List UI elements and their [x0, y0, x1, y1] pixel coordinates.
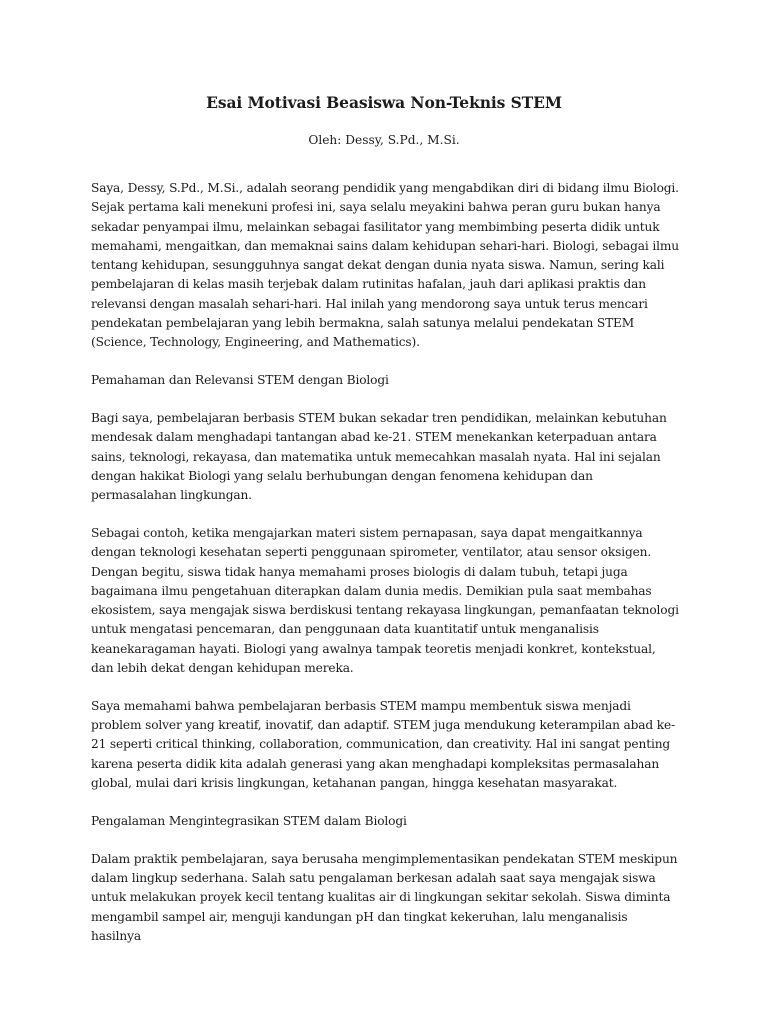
section-heading-pengalaman: Pengalaman Mengintegrasikan STEM dalam Biologi [91, 813, 407, 828]
paragraph-praktik: Dalam praktik pembelajaran, saya berusaha mengimplementasikan pendekatan STEM meskipun dalam lingkup sederhana. Salah satu pengalaman berkesan adalah saat saya mengajak siswa untuk melakukan proyek kecil tentang kualitas air di lingkungan sekitar sekolah. Siswa diminta mengambil sampel air, menguji kandungan pH dan tingkat kekeruhan, lalu menganalisis hasilnya [91, 851, 678, 943]
paragraph-intro: Saya, Dessy, S.Pd., M.Si., adalah seorang pendidik yang mengabdikan diri di bidang ilmu Biologi. Sejak pertama kali menekuni profesi ini, saya selalu meyakini bahwa peran guru bukan hanya sekadar penyampai ilmu, melainkan sebagai fasilitator yang membimbing peserta didik untuk memahami, mengaitkan, dan memaknai sains dalam kehidupan sehari-hari. Biologi, sebagai ilmu tentang kehidupan, sesungguhnya sangat dekat dengan dunia nyata siswa. Namun, sering kali pembelajaran di kelas masih terjebak dalam rutinitas hafalan, jauh dari aplikasi praktis dan relevansi dengan masalah sehari-hari. Hal inilah yang mendorong saya untuk terus mencari pendekatan pembelajaran yang lebih bermakna, salah satunya melalui pendekatan STEM (Science, Technology, Engineering, and Mathematics). [91, 181, 679, 350]
paragraph-stem-kebutuhan: Bagi saya, pembelajaran berbasis STEM bukan sekadar tren pendidikan, melainkan kebutuhan mendesak dalam menghadapi tantangan abad ke-21. STEM menekankan keterpaduan antara sains, teknologi, rekayasa, dan matematika untuk memecahkan masalah nyata. Hal ini sejalan dengan hakikat Biologi yang selalu berhubungan dengan fenomena kehidupan dan permasalahan lingkungan. [91, 410, 667, 503]
section-heading-relevansi: Pemahaman dan Relevansi STEM dengan Biologi [91, 373, 389, 388]
paragraph-problem-solver: Saya memahami bahwa pembelajaran berbasis STEM mampu membentuk siswa menjadi problem solver yang kreatif, inovatif, dan adaptif. STEM juga mendukung keterampilan abad ke-21 seperti critical thinking, collaboration, communication, dan creativity. Hal ini sangat penting karena peserta didik kita adalah generasi yang akan menghadapi kompleksitas permasalahan global, mulai dari krisis lingkungan, ketahanan pangan, hingga kesehatan masyarakat. [91, 698, 676, 791]
document-title: Esai Motivasi Beasiswa Non-Teknis STEM [206, 93, 562, 112]
document-author: Oleh: Dessy, S.Pd., M.Si. [308, 133, 460, 147]
paragraph-contoh: Sebagai contoh, ketika mengajarkan materi sistem pernapasan, saya dapat mengaitkannya dengan teknologi kesehatan seperti penggunaan spirometer, ventilator, atau sensor oksigen. Dengan begitu, siswa tidak hanya memahami proses biologis di dalam tubuh, tetapi juga bagaimana ilmu pengetahuan diterapkan dalam dunia medis. Demikian pula saat membahas ekosistem, saya mengajak siswa berdiskusi tentang rekayasa lingkungan, pemanfaatan teknologi untuk mengatasi pencemaran, dan penggunaan data kuantitatif untuk menganalisis keanekaragaman hayati. Biologi yang awalnya tampak teoretis menjadi konkret, kontekstual, dan lebih dekat dengan kehidupan mereka. [91, 525, 679, 676]
document-body [91, 179, 679, 965]
